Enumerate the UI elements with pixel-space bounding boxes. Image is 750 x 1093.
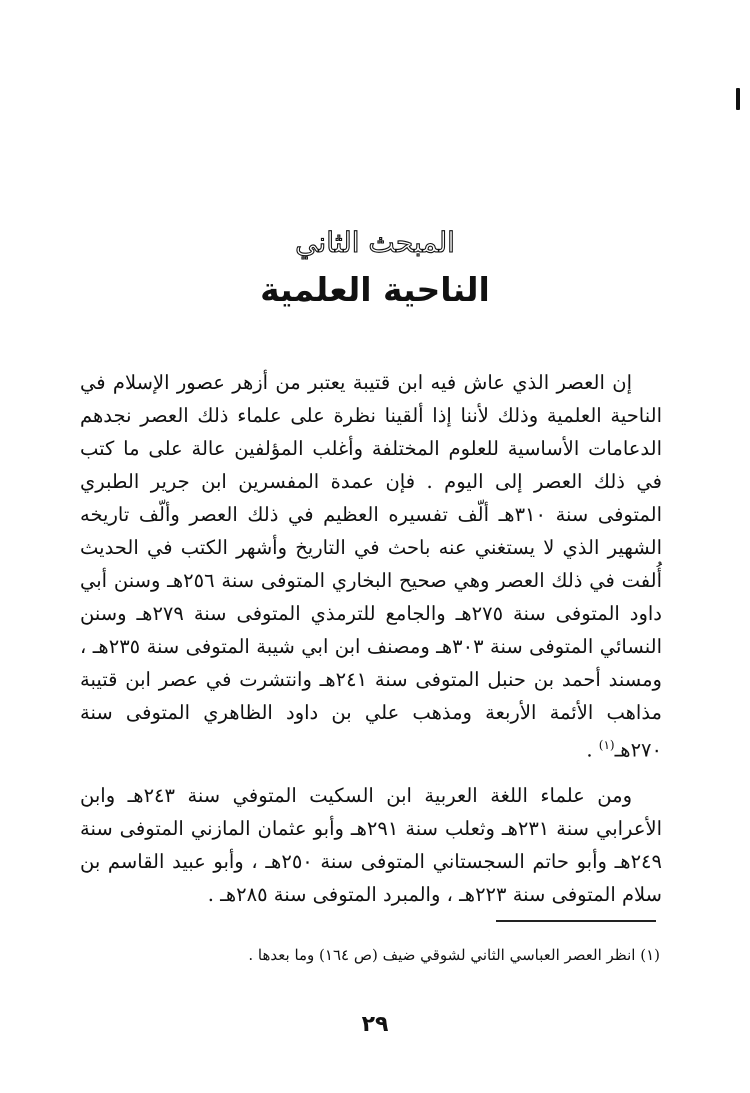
paragraph-2: ومن علماء اللغة العربية ابن السكيت المتوفي سنة ٢٤٣هـ وابن الأعرابي سنة ٢٣١هـ وثعلب سنة ٢٩١هـ وأبو عثمان المازني المتوفى سنة ٢٤٩هـ وأبو حاتم السجستاني المتوفى سنة ٢٥٠هـ ، وأبو عبيد القاسم بن سلام المتوفى سنة ٢٢٣هـ ، والمبرد المتوفى سنة ٢٨٥هـ . [80,783,662,906]
footnote-reference: (١) [598,738,615,752]
section-label: المبحث الثاني [295,226,455,259]
paragraph-1-end: . [586,738,599,762]
footnote: (١) انظر العصر العباسي الثاني لشوقي ضيف (ص ١٦٤) وما بعدها . [248,946,660,964]
paragraph-1 [80,366,662,767]
chapter-title: الناحية العلمية [260,270,490,309]
paragraph-1-text: إن العصر الذي عاش فيه ابن قتيبة يعتبر من أزهر عصور الإسلام في الناحية العلمية وذلك لأننا إذا ألقينا نظرة على علماء ذلك العصر نجدهم الدعامات الأساسية للعلوم المختلفة وأغلب المؤلفين عالة على ما كتب في ذلك العصر إلى اليوم . فإن عمدة المفسرين ابن جرير الطبري المتوفى سنة ٣١٠هـ ألّف تفسيره العظيم في ذلك العصر وألّف تاريخه الشهير الذي لا يستغني عنه باحث في التاريخ وأشهر الكتب في الحديث أُلفت في ذلك العصر وهي صحيح البخاري المتوفى سنة ٢٥٦هـ وسنن أبي داود المتوفى سنة ٢٧٥هـ والجامع للترمذي المتوفى سنة ٢٧٩هـ وسنن النسائي المتوفى سنة ٣٠٣هـ ومصنف ابن ابي شيبة المتوفى سنة ٢٣٥هـ ، ومسند أحمد بن حنبل المتوفى سنة ٢٤١هـ وانتشرت في عصر ابن قتيبة مذاهب الأئمة الأربعة ومذهب علي بن داود الظاهري المتوفى سنة ٢٧٠هـ [80,371,663,762]
margin-mark [736,88,740,110]
footnote-divider [496,920,656,922]
page-number: ٢٩ [361,1012,389,1037]
body-text [80,366,662,911]
